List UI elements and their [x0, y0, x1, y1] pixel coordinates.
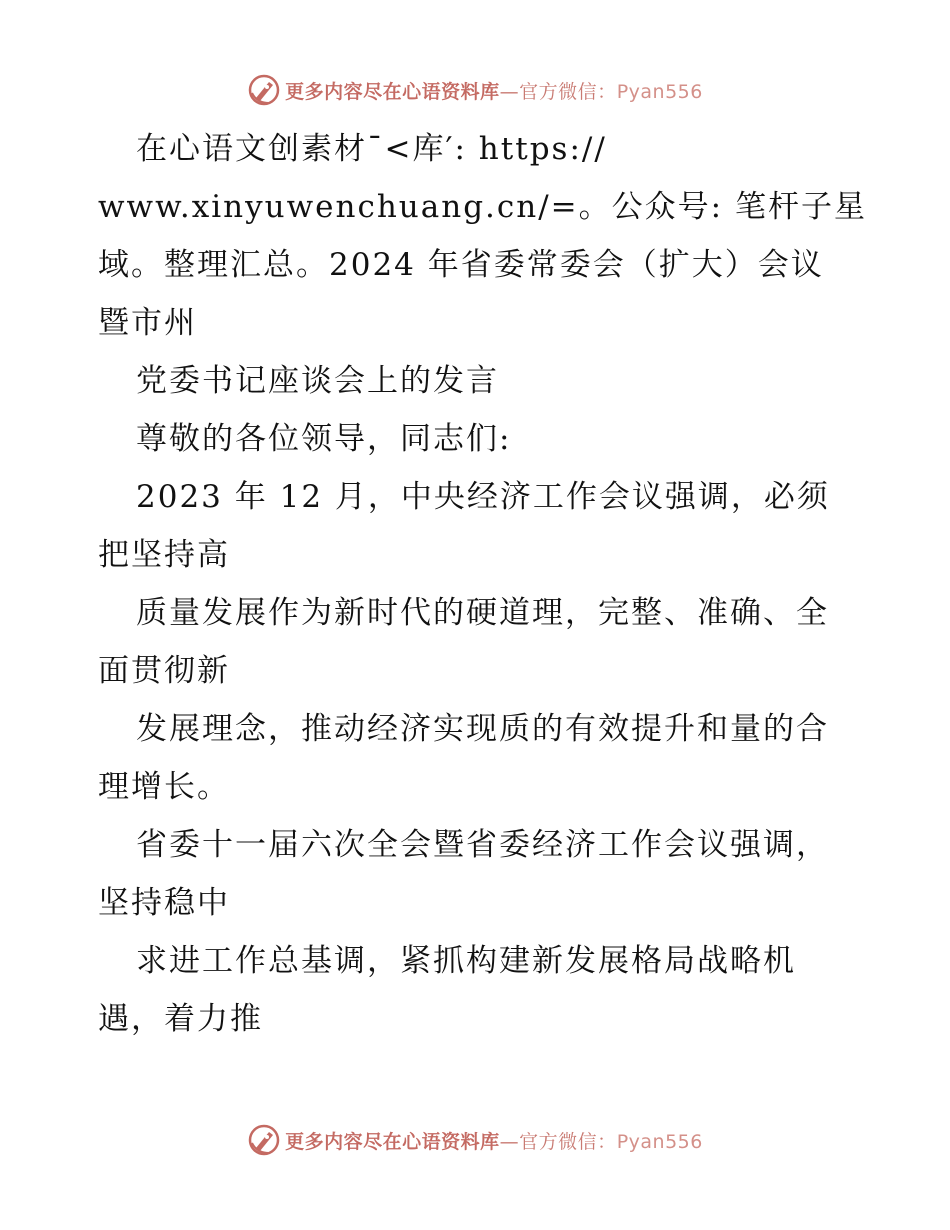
watermark-brand: 更多内容尽在心语资料库 [285, 80, 500, 103]
header-watermark [0, 70, 950, 110]
text-line: 在心语文创素材¯<库′: https:// [136, 131, 607, 167]
watermark-brand: 更多内容尽在心语资料库 [285, 1130, 500, 1153]
text-line: 遇，着力推 [98, 1001, 263, 1037]
watermark-wechat-label: 官方微信： [519, 1130, 617, 1153]
watermark-separator: — [499, 80, 520, 103]
text-line: 尊敬的各位领导，同志们: [136, 421, 512, 457]
watermark-wechat-label: 官方微信： [519, 80, 617, 103]
watermark-separator: — [499, 1130, 520, 1153]
document-body [98, 120, 868, 1048]
text-line: 求进工作总基调，紧抓构建新发展格局战略机 [136, 943, 796, 979]
watermark-text [285, 77, 703, 104]
text-line: 域。整理汇总。2024 年省委常委会（扩大）会议 [98, 247, 824, 283]
pen-nib-circle-icon [247, 1123, 281, 1157]
text-line: 发展理念，推动经济实现质的有效提升和量的合 [136, 711, 829, 747]
text-line: 党委书记座谈会上的发言 [136, 363, 499, 399]
text-line: 2023 年 12 月，中央经济工作会议强调，必须 [136, 479, 830, 515]
watermark-text [285, 1127, 703, 1154]
text-line: 坚持稳中 [98, 885, 230, 921]
text-line: 把坚持高 [98, 537, 230, 573]
text-line: 面贯彻新 [98, 653, 230, 689]
text-line: 质量发展作为新时代的硬道理，完整、准确、全 [136, 595, 829, 631]
watermark-wechat-id: Pyan556 [616, 80, 703, 103]
footer-watermark [0, 1120, 950, 1160]
text-line: www.xinyuwenchuang.cn/=。公众号: 笔杆子星 [98, 189, 867, 225]
text-line: 理增长。 [98, 769, 230, 805]
text-line: 省委十一届六次全会暨省委经济工作会议强调， [136, 827, 829, 863]
watermark-wechat-id: Pyan556 [616, 1130, 703, 1153]
text-line: 暨市州 [98, 305, 197, 341]
pen-nib-circle-icon [247, 73, 281, 107]
